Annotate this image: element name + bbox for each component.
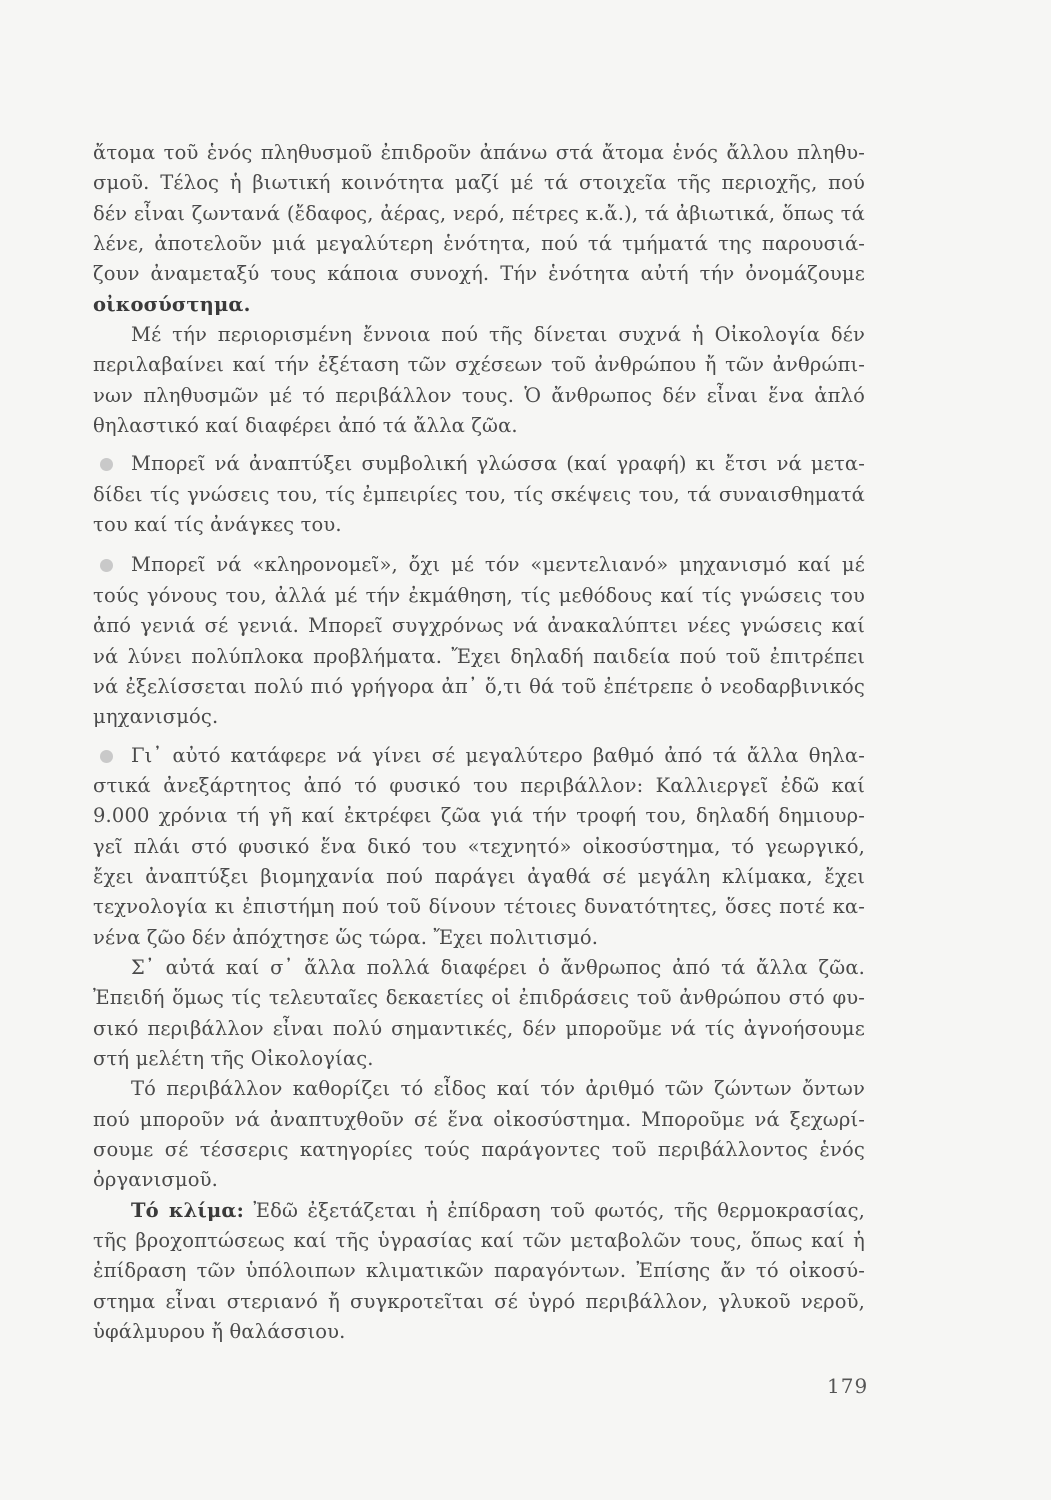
bullet-item-language <box>93 449 865 540</box>
text-line: στικά ἀνεξάρτητος ἀπό τό φυσικό του περιβάλλον: Καλλιεργεῖ ἐδῶ καί <box>93 773 865 797</box>
text-line: νων πληθυσμῶν μέ τό περιβάλλον τους. Ὁ ἄνθρωπος δέν εἶναι ἕνα ἁπλό <box>93 383 865 407</box>
page-number: 179 <box>827 1374 869 1398</box>
term-climate: Τό κλίμα: <box>131 1198 244 1222</box>
paragraph-human-difference <box>93 953 865 1074</box>
text-line: σουμε σέ τέσσερις κατηγορίες τούς παράγοντες τοῦ περιβάλλοντος ἑνός <box>93 1138 865 1161</box>
text-line: ἀπό γενιά σέ γενιά. Μπορεῖ συγχρόνως νά ἀνακαλύπτει νέες γνώσεις καί <box>93 614 865 638</box>
text-line: τεχνολογία κι ἐπιστήμη πού τοῦ δίνουν τέτοιες δυνατότητες, ὅσες ποτέ κα- <box>93 895 865 919</box>
text-line: περιλαβαίνει καί τήν ἐξέταση τῶν σχέσεων τοῦ ἀνθρώπου ἤ τῶν ἀνθρώπι- <box>93 353 865 377</box>
text-line: σικό περιβάλλον εἶναι πολύ σημαντικές, δέν μποροῦμε νά τίς ἀγνοήσουμε <box>93 1016 865 1040</box>
text-line <box>93 1196 865 1226</box>
text-line: πού μποροῦν νά ἀναπτυχθοῦν σέ ἕνα οἰκοσύστημα. Μποροῦμε νά ξεχωρί- <box>93 1107 865 1131</box>
text-line: ὀργανισμοῦ. <box>93 1168 218 1192</box>
paragraph-environment-factors <box>93 1074 865 1195</box>
text-line <box>93 290 865 320</box>
text-line: νά λύνει πολύπλοκα προβλήματα. Ἔχει δηλαδή παιδεία πού τοῦ ἐπιτρέπει <box>93 644 865 668</box>
text-line: τῆς βροχοπτώσεως καί τῆς ὑγρασίας καί τῶν μεταβολῶν τους, ὅπως καί ἡ <box>93 1229 865 1253</box>
text-line: 9.000 χρόνια τή γῆ καί ἐκτρέφει ζῶα γιά τήν τροφή του, δηλαδή δημιουρ- <box>93 804 865 828</box>
text-line: σμοῦ. Τέλος ἡ βιωτική κοινότητα μαζί μέ τά στοιχεῖα τῆς περιοχῆς, πού <box>93 171 865 195</box>
text-line: Σ᾽ αὐτά καί σ᾽ ἄλλα πολλά διαφέρει ὁ ἄνθρωπος ἀπό τά ἄλλα ζῶα. <box>131 955 865 979</box>
text-line: θηλαστικό καί διαφέρει ἀπό τά ἄλλα ζῶα. <box>93 414 518 438</box>
paragraph-intro <box>93 138 865 320</box>
text-line: ὑφάλμυρου ἤ θαλάσσιου. <box>93 1320 346 1344</box>
text-run: Ἐδῶ ἐξετάζεται ἡ ἐπίδραση τοῦ φωτός, τῆς θερμοκρασίας, <box>243 1198 866 1222</box>
text-line: ἄτομα τοῦ ἑνός πληθυσμοῦ ἐπιδροῦν ἀπάνω στά ἄτομα ἑνός ἄλλου πληθυ- <box>93 141 865 164</box>
text-line: λένε, ἀποτελοῦν μιά μεγαλύτερη ἑνότητα, πού τά τμήματά της παρουσιά- <box>93 232 865 256</box>
text-line: στημα εἶναι στεριανό ἤ συγκροτεῖται σέ ὑγρό περιβάλλον, γλυκοῦ νεροῦ, <box>93 1289 865 1313</box>
text-line: Μπορεῖ νά ἀναπτύξει συμβολική γλώσσα (καί γραφή) κι ἔτσι νά μετα- <box>131 452 865 476</box>
text-line: νά ἐξελίσσεται πολύ πιό γρήγορα ἀπ᾽ ὅ,τι θά τοῦ ἐπέτρεπε ὁ νεοδαρβινικός <box>93 674 865 698</box>
text-line: δέν εἶναι ζωντανά (ἔδαφος, ἀέρας, νερό, πέτρες κ.ἄ.), τά ἀβιωτικά, ὅπως τά <box>93 201 865 225</box>
page-body <box>93 138 865 1347</box>
text-line: Τό περιβάλλον καθορίζει τό εἶδος καί τόν ἀριθμό τῶν ζώντων ὄντων <box>131 1077 865 1101</box>
text-line: Γι᾽ αὐτό κατάφερε νά γίνει σέ μεγαλύτερο βαθμό ἀπό τά ἄλλα θηλα- <box>131 743 865 767</box>
text-line: Μέ τήν περιορισμένη ἔννοια πού τῆς δίνεται συχνά ἡ Οἰκολογία δέν <box>131 323 865 347</box>
text-line: νένα ζῶο δέν ἀπόχτησε ὥς τώρα. Ἔχει πολιτισμό. <box>93 925 599 949</box>
paragraph-human-ecology <box>93 320 865 441</box>
text-line: ἔχει ἀναπτύξει βιομηχανία πού παράγει ἀγαθά σέ μεγάλη κλίμακα, ἔχει <box>93 864 865 888</box>
text-line: μηχανισμός. <box>93 705 219 729</box>
paragraph-climate <box>93 1196 865 1348</box>
bullet-item-inheritance <box>93 550 865 732</box>
text-line: τούς γόνους του, ἀλλά μέ τήν ἐκμάθηση, τίς μεθόδους καί τίς γνώσεις του <box>93 583 865 607</box>
text-line: Μπορεῖ νά «κληρονομεῖ», ὄχι μέ τόν «μεντελιανό» μηχανισμό καί μέ <box>131 553 865 577</box>
text-line: ἐπίδραση τῶν ὑπόλοιπων κλιματικῶν παραγόντων. Ἐπίσης ἄν τό οἰκοσύ- <box>93 1259 865 1283</box>
text-line: ζουν ἀναμεταξύ τους κάποια συνοχή. Τήν ἑνότητα αὐτή τήν ὀνομάζουμε <box>93 262 865 286</box>
text-line: δίδει τίς γνώσεις του, τίς ἐμπειρίες του, τίς σκέψεις του, τά συναισθηματά <box>93 482 865 506</box>
text-line: του καί τίς ἀνάγκες του. <box>93 513 342 537</box>
bullet-item-independence <box>93 741 865 953</box>
text-line: Ἐπειδή ὅμως τίς τελευταῖες δεκαετίες οἱ ἐπιδράσεις τοῦ ἀνθρώπου στό φυ- <box>93 986 865 1010</box>
text-line: γεῖ πλάι στό φυσικό ἕνα δικό του «τεχνητό» οἰκοσύστημα, τό γεωργικό, <box>93 834 865 858</box>
text-line: στή μελέτη τῆς Οἰκολογίας. <box>93 1046 374 1070</box>
term-ecosystem: οἰκοσύστημα. <box>93 292 251 316</box>
